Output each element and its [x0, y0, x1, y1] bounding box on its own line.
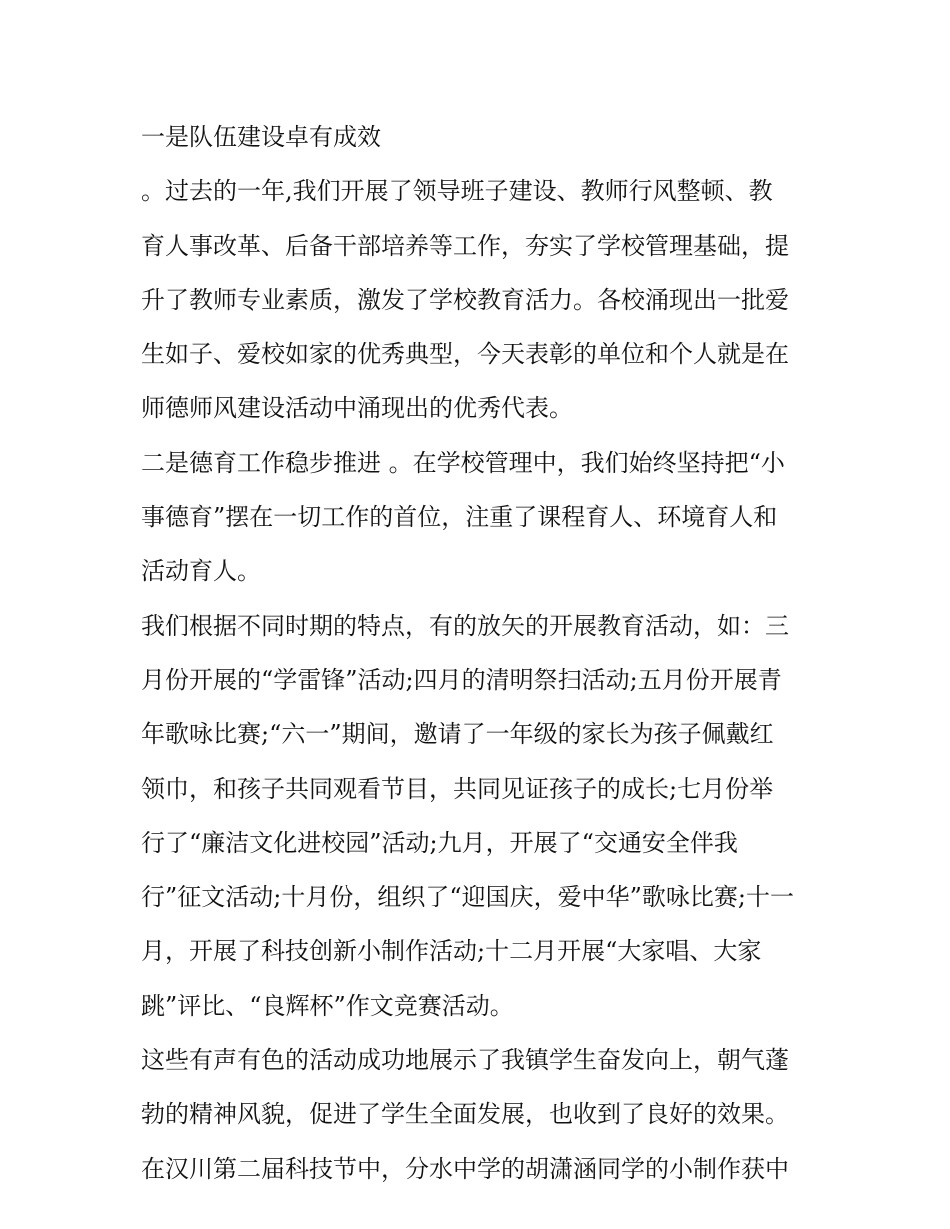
text-line: 师德师风建设活动中涌现出的优秀代表。	[141, 394, 573, 423]
text-line: 升了教师专业素质，激发了学校教育活力。各校涌现出一批爱	[141, 285, 789, 314]
text-line: 一是队伍建设卓有成效	[141, 123, 381, 151]
text-line: 生如子、爱校如家的优秀典型，今天表彰的单位和个人就是在	[141, 340, 789, 369]
text-line: 领巾，和孩子共同观看节目，共同见证孩子的成长;七月份举	[141, 774, 774, 803]
text-line: 活动育人。	[141, 557, 261, 586]
text-line: 事德育”摆在一切工作的首位，注重了课程育人、环境育人和	[141, 503, 778, 532]
text-line: 二是德育工作稳步推进 。在学校管理中，我们始终坚持把“小	[141, 448, 785, 477]
text-line: 。过去的一年,我们开展了领导班子建设、教师行风整顿、教	[141, 177, 773, 206]
text-line: 育人事改革、后备干部培养等工作，夯实了学校管理基础，提	[141, 231, 789, 260]
text-line: 行了“廉洁文化进校园”活动;九月，开展了“交通安全伴我	[141, 828, 738, 857]
text-line: 行”征文活动;十月份，组织了“迎国庆，爱中华”歌咏比赛;十一	[141, 883, 794, 912]
text-line: 这些有声有色的活动成功地展示了我镇学生奋发向上，朝气蓬	[141, 1046, 789, 1075]
text-line: 跳”评比、“良辉杯”作文竞赛活动。	[141, 991, 514, 1020]
text-line: 我们根据不同时期的特点，有的放矢的开展教育活动，如：三	[141, 611, 789, 640]
text-line: 月，开展了科技创新小制作活动;十二月开展“大家唱、大家	[141, 937, 762, 966]
text-line: 年歌咏比赛;“六一”期间，邀请了一年级的家长为孩子佩戴红	[141, 720, 774, 749]
text-line: 月份开展的“学雷锋”活动;四月的清明祭扫活动;五月份开展青	[141, 665, 782, 694]
document-body	[141, 110, 821, 1196]
text-line: 勃的精神风貌，促进了学生全面发展，也收到了良好的效果。	[141, 1100, 789, 1129]
text-line: 在汉川第二届科技节中，分水中学的胡潇涵同学的小制作获中	[141, 1154, 789, 1183]
